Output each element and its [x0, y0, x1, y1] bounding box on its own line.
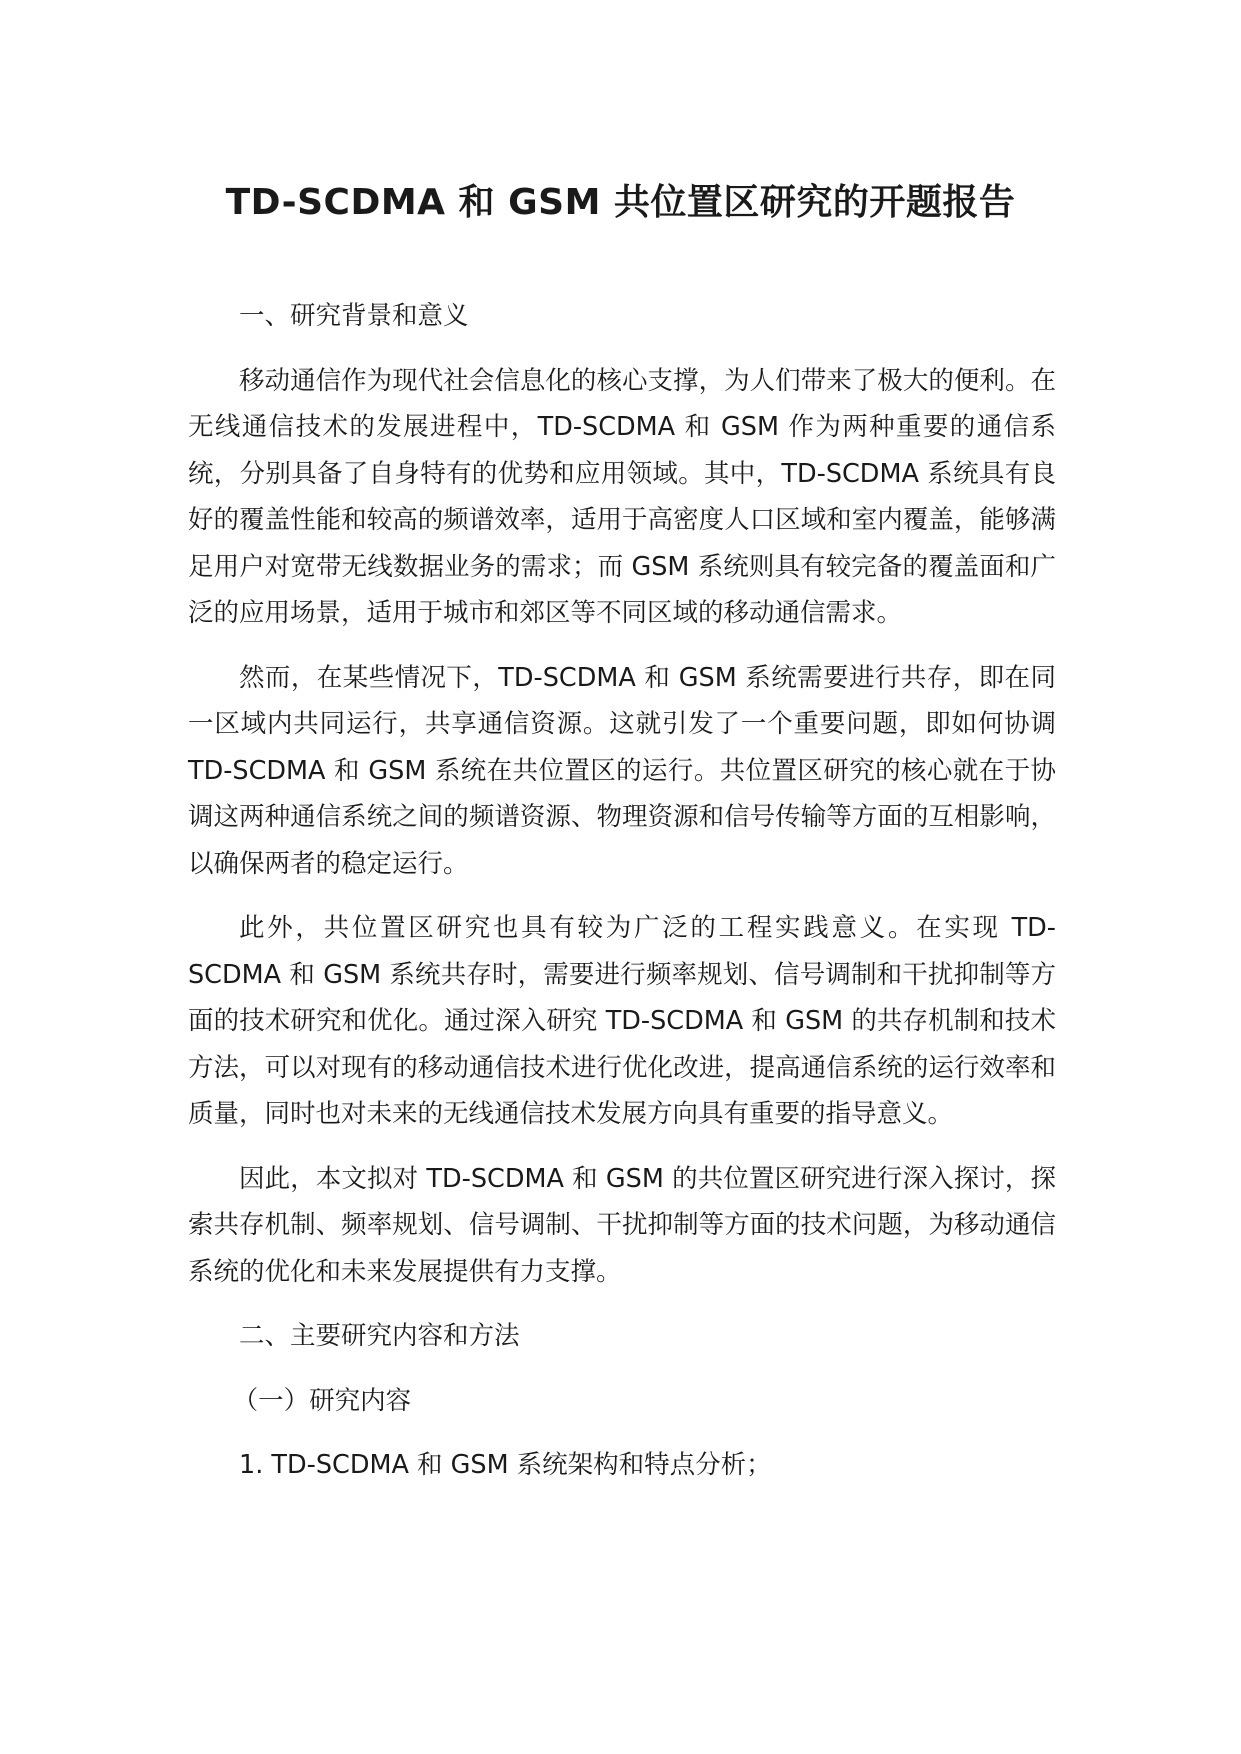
paragraph-coexistence: 然而，在某些情况下，TD-SCDMA 和 GSM 系统需要进行共存，即在同一区域内共同运行，共享通信资源。这就引发了一个重要问题，即如何协调 TD-SCDMA 和 GSM 系统在共位置区的运行。共位置区研究的核心就在于协调这两种通信系统之间的频谱资源、物理资源和信号传输等方面的互相影响，以确保两者的稳定运行。 — [188, 662, 1056, 879]
section-heading-content-methods: 二、主要研究内容和方法 — [239, 1321, 520, 1351]
section-heading-background: 一、研究背景和意义 — [239, 301, 469, 331]
document-body — [188, 293, 1056, 1507]
document-title: TD-SCDMA 和 GSM 共位置区研究的开题报告 — [225, 182, 1016, 223]
paragraph-intro: 移动通信作为现代社会信息化的核心支撑，为人们带来了极大的便利。在无线通信技术的发展进程中，TD-SCDMA 和 GSM 作为两种重要的通信系统，分别具备了自身特有的优势和应用领域。其中，TD-SCDMA 系统具有良好的覆盖性能和较高的频谱效率，适用于高密度人口区域和室内覆盖，能够满足用户对宽带无线数据业务的需求；而 GSM 系统则具有较完备的覆盖面和广泛的应用场景，适用于城市和郊区等不同区域的移动通信需求。 — [188, 365, 1056, 628]
subsection-heading-research-content: （一）研究内容 — [232, 1385, 412, 1416]
paragraph-engineering: 此外，共位置区研究也具有较为广泛的工程实践意义。在实现 TD-SCDMA 和 GSM 系统共存时，需要进行频率规划、信号调制和干扰抑制等方面的技术研究和优化。通过深入研究 TD-SCDMA 和 GSM 的共存机制和技术方法，可以对现有的移动通信技术进行优化改进，提高通信系统的运行效率和质量，同时也对未来的无线通信技术发展方向具有重要的指导意义。 — [188, 913, 1056, 1129]
list-item-1: 1. TD-SCDMA 和 GSM 系统架构和特点分析； — [239, 1450, 772, 1480]
paragraph-conclusion: 因此，本文拟对 TD-SCDMA 和 GSM 的共位置区研究进行深入探讨，探索共存机制、频率规划、信号调制、干扰抑制等方面的技术问题，为移动通信系统的优化和未来发展提供有力支撑。 — [188, 1163, 1056, 1287]
